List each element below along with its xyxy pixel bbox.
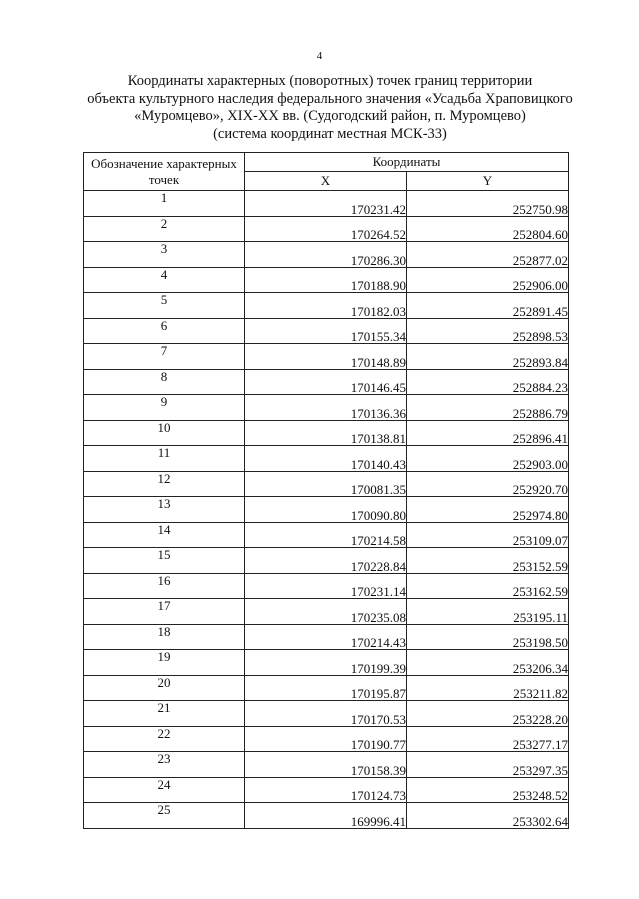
table-row: [84, 293, 569, 319]
y-coordinate-cell: 252891.45: [407, 293, 569, 319]
y-coordinate-cell: 253195.11: [407, 599, 569, 625]
table-row: [84, 497, 569, 523]
point-number-cell: 19: [84, 650, 245, 676]
point-number-cell: 3: [84, 242, 245, 268]
y-coordinate-cell: 253297.35: [407, 752, 569, 778]
table-row: [84, 446, 569, 472]
x-coordinate-cell: 170228.84: [245, 548, 407, 574]
table-row: [84, 318, 569, 344]
table-row: [84, 650, 569, 676]
point-number-cell: 17: [84, 599, 245, 625]
table-row: [84, 573, 569, 599]
point-number-cell: 8: [84, 369, 245, 395]
table-row: [84, 522, 569, 548]
table-header-row: [84, 153, 569, 172]
table-row: [84, 216, 569, 242]
x-coordinate-cell: 170182.03: [245, 293, 407, 319]
point-number-cell: 24: [84, 777, 245, 803]
y-coordinate-cell: 252920.70: [407, 471, 569, 497]
x-coordinate-cell: 170199.39: [245, 650, 407, 676]
title-line-2: объекта культурного наследия федерального значения «Усадьба Храповицкого: [87, 90, 573, 107]
table-row: [84, 395, 569, 421]
title-line-3: «Муромцево», XIX-XX вв. (Судогодский район, п. Муромцево): [134, 108, 526, 124]
point-number-cell: 2: [84, 216, 245, 242]
point-number-cell: 5: [84, 293, 245, 319]
y-coordinate-cell: 253211.82: [407, 675, 569, 701]
point-number-cell: 20: [84, 675, 245, 701]
x-coordinate-cell: 170231.42: [245, 191, 407, 217]
coordinates-table: [83, 152, 569, 829]
y-coordinate-cell: 252886.79: [407, 395, 569, 421]
x-coordinate-cell: 170286.30: [245, 242, 407, 268]
title-line-4: (система координат местная МСК-33): [213, 125, 447, 142]
x-header: X: [245, 172, 407, 191]
table-row: [84, 726, 569, 752]
y-coordinate-cell: 253109.07: [407, 522, 569, 548]
point-number-cell: 6: [84, 318, 245, 344]
x-coordinate-cell: 169996.41: [245, 803, 407, 829]
y-coordinate-cell: 252898.53: [407, 318, 569, 344]
point-number-cell: 1: [84, 191, 245, 217]
y-coordinate-cell: 252903.00: [407, 446, 569, 472]
x-coordinate-cell: 170155.34: [245, 318, 407, 344]
x-coordinate-cell: 170158.39: [245, 752, 407, 778]
x-coordinate-cell: 170214.43: [245, 624, 407, 650]
x-coordinate-cell: 170090.80: [245, 497, 407, 523]
y-coordinate-cell: 252804.60: [407, 216, 569, 242]
y-coordinate-cell: 252750.98: [407, 191, 569, 217]
y-coordinate-cell: 252877.02: [407, 242, 569, 268]
y-coordinate-cell: 253302.64: [407, 803, 569, 829]
coordinates-header: Координаты: [245, 153, 569, 172]
y-coordinate-cell: 252884.23: [407, 369, 569, 395]
x-coordinate-cell: 170140.43: [245, 446, 407, 472]
title-line-1: Координаты характерных (поворотных) точек границ территории: [127, 73, 533, 89]
y-header: Y: [407, 172, 569, 191]
x-coordinate-cell: 170264.52: [245, 216, 407, 242]
y-coordinate-cell: 253198.50: [407, 624, 569, 650]
table-row: [84, 624, 569, 650]
table-row: [84, 471, 569, 497]
x-coordinate-cell: 170148.89: [245, 344, 407, 370]
table-row: [84, 369, 569, 395]
table-row: [84, 420, 569, 446]
point-designation-header: Обозначение характерных точек: [84, 153, 245, 191]
y-coordinate-cell: 252974.80: [407, 497, 569, 523]
table-row: [84, 267, 569, 293]
y-coordinate-cell: 253228.20: [407, 701, 569, 727]
y-coordinate-cell: 253277.17: [407, 726, 569, 752]
table-row: [84, 242, 569, 268]
x-coordinate-cell: 170190.77: [245, 726, 407, 752]
table-row: [84, 752, 569, 778]
table-row: [84, 701, 569, 727]
point-number-cell: 22: [84, 726, 245, 752]
y-coordinate-cell: 252893.84: [407, 344, 569, 370]
point-number-cell: 4: [84, 267, 245, 293]
point-number-cell: 21: [84, 701, 245, 727]
y-coordinate-cell: 253206.34: [407, 650, 569, 676]
table-row: [84, 548, 569, 574]
table-row: [84, 675, 569, 701]
point-number-cell: 16: [84, 573, 245, 599]
point-number-cell: 13: [84, 497, 245, 523]
point-number-cell: 23: [84, 752, 245, 778]
point-number-cell: 18: [84, 624, 245, 650]
y-coordinate-cell: 253152.59: [407, 548, 569, 574]
page-number: 4: [316, 50, 323, 62]
document-title: [70, 73, 590, 143]
point-number-cell: 11: [84, 446, 245, 472]
x-coordinate-cell: 170214.58: [245, 522, 407, 548]
y-coordinate-cell: 252906.00: [407, 267, 569, 293]
point-number-cell: 25: [84, 803, 245, 829]
x-coordinate-cell: 170124.73: [245, 777, 407, 803]
point-number-cell: 15: [84, 548, 245, 574]
point-number-cell: 12: [84, 471, 245, 497]
x-coordinate-cell: 170195.87: [245, 675, 407, 701]
point-number-cell: 10: [84, 420, 245, 446]
table-row: [84, 191, 569, 217]
x-coordinate-cell: 170170.53: [245, 701, 407, 727]
table-body: [84, 191, 569, 829]
x-coordinate-cell: 170138.81: [245, 420, 407, 446]
y-coordinate-cell: 252896.41: [407, 420, 569, 446]
x-coordinate-cell: 170235.08: [245, 599, 407, 625]
table-row: [84, 599, 569, 625]
point-number-cell: 14: [84, 522, 245, 548]
table-row: [84, 777, 569, 803]
y-coordinate-cell: 253162.59: [407, 573, 569, 599]
x-coordinate-cell: 170146.45: [245, 369, 407, 395]
x-coordinate-cell: 170081.35: [245, 471, 407, 497]
point-number-cell: 7: [84, 344, 245, 370]
table-row: [84, 803, 569, 829]
y-coordinate-cell: 253248.52: [407, 777, 569, 803]
x-coordinate-cell: 170231.14: [245, 573, 407, 599]
x-coordinate-cell: 170188.90: [245, 267, 407, 293]
point-number-cell: 9: [84, 395, 245, 421]
x-coordinate-cell: 170136.36: [245, 395, 407, 421]
table-row: [84, 344, 569, 370]
